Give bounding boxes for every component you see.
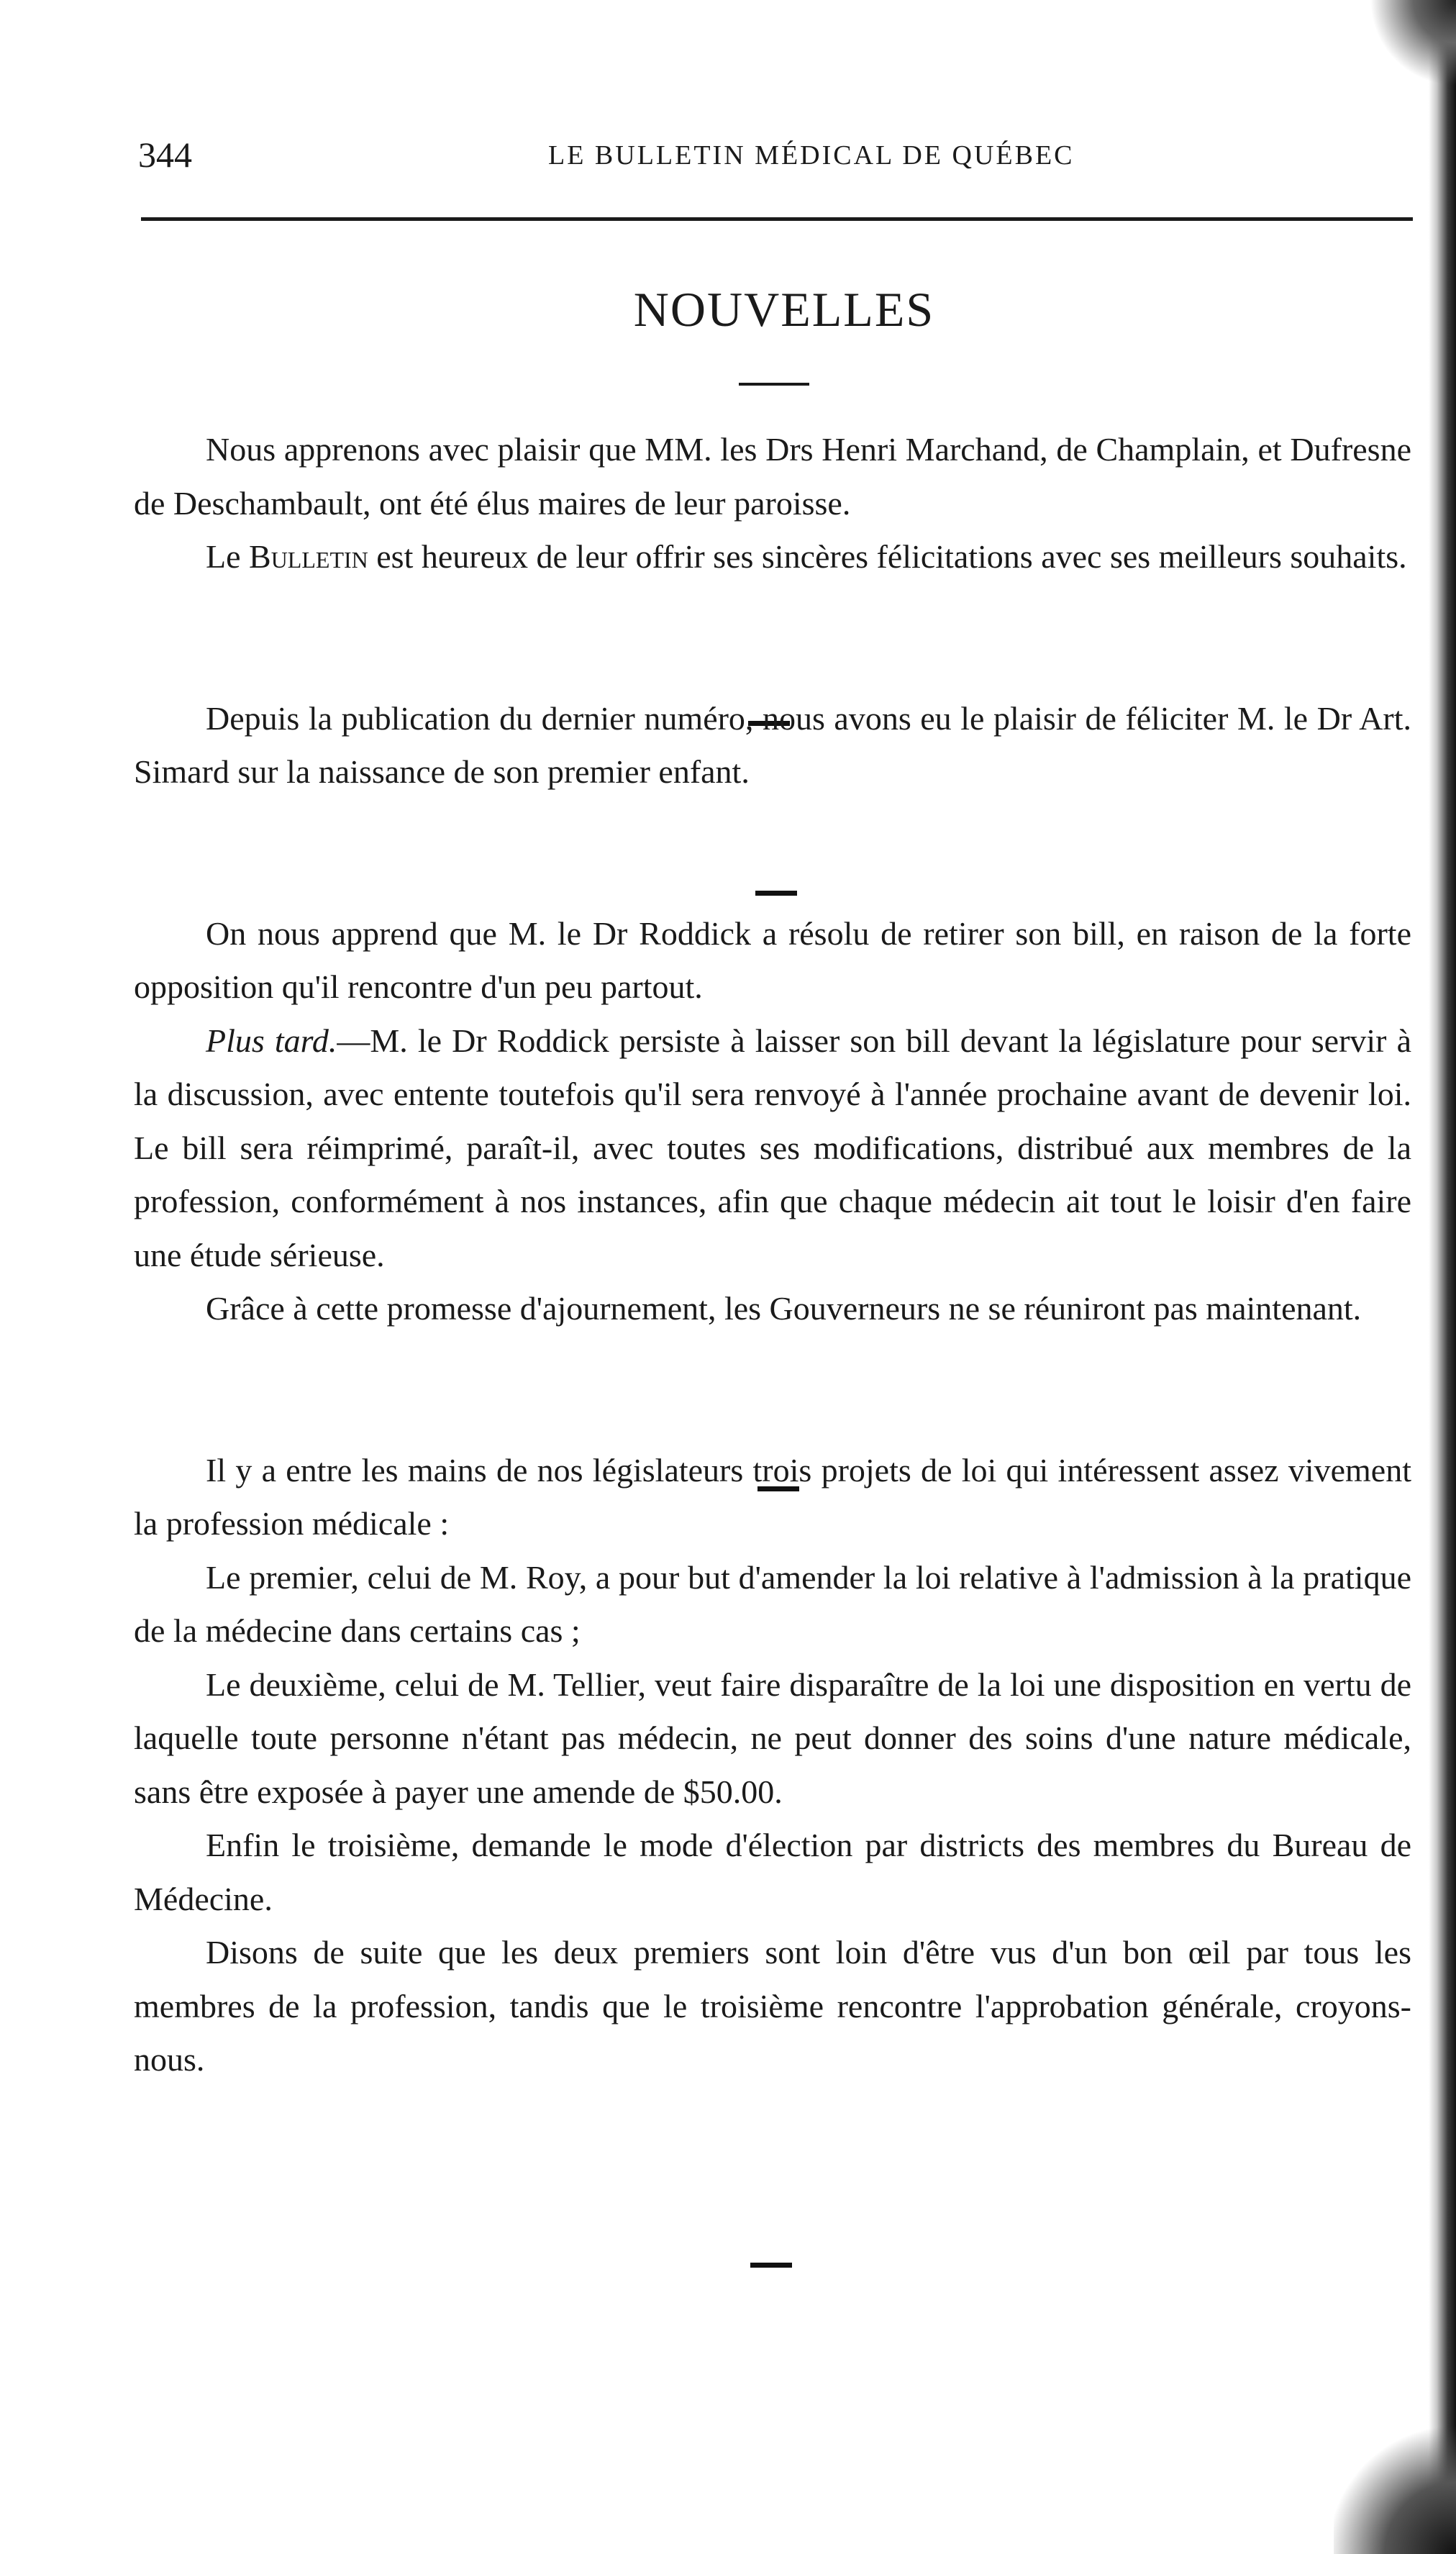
divider-gap bbox=[134, 799, 1411, 907]
paragraph bbox=[134, 1014, 1411, 1283]
title-divider bbox=[739, 383, 809, 386]
paragraph-text: est heureux de leur offrir ses sincères félicitations avec ses meilleurs souhaits. bbox=[368, 538, 1407, 575]
divider-gap bbox=[134, 584, 1411, 692]
paragraph: Le premier, celui de M. Roy, a pour but d'amender la loi relative à l'admission à la pratique de la médecine dans certains cas ; bbox=[134, 1558, 1411, 1649]
header-rule bbox=[141, 217, 1413, 221]
divider-gap bbox=[134, 1336, 1411, 1444]
page-header bbox=[138, 129, 1415, 180]
scan-corner-shadow bbox=[1334, 2425, 1456, 2554]
paragraph: Enfin le troisième, demande le mode d'élection par districts des membres du Bureau de Médecine. bbox=[134, 1827, 1411, 1917]
paragraph bbox=[134, 530, 1411, 584]
paragraph: Grâce à cette promesse d'ajournement, les Gouverneurs ne se réuniront pas maintenant. bbox=[206, 1290, 1362, 1327]
paragraph-text: Le bbox=[206, 538, 250, 575]
paragraph-text: —M. le Dr Roddick persiste à laisser son bill devant la législature pour servir à la discussion, avec entente toutefois qu'il sera renvoyé à l'année prochaine avant de devenir loi. Le bill sera réimprimé, paraît-il, avec toutes ses modifications, distribué aux membres de la profession, conformément à nos instances, afin que chaque médecin ait tout le loisir d'en faire une étude sérieuse. bbox=[134, 1022, 1411, 1273]
paragraph: On nous apprend que M. le Dr Roddick a résolu de retirer son bill, en raison de la forte opposition qu'il rencontre d'un peu partout. bbox=[134, 914, 1411, 1005]
section-divider bbox=[750, 2263, 792, 2268]
journal-name: Bulletin bbox=[249, 538, 368, 575]
paragraph: Depuis la publication du dernier numéro, nous avons eu le plaisir de féliciter M. le Dr Art. Simard sur la naissance de son premier enfant. bbox=[134, 699, 1411, 790]
scan-corner-shadow bbox=[1370, 0, 1456, 86]
running-title: LE BULLETIN MÉDICAL DE QUÉBEC bbox=[548, 140, 1075, 171]
article-body bbox=[134, 423, 1411, 2087]
section-title: NOUVELLES bbox=[633, 282, 935, 337]
paragraph: Nous apprenons avec plaisir que MM. les Drs Henri Marchand, de Champlain, et Dufresne de Deschambault, ont été élus maires de leur paroisse. bbox=[134, 431, 1411, 522]
paragraph: Le deuxième, celui de M. Tellier, veut faire disparaître de la loi une disposition en vertu de laquelle toute personne n'étant pas médecin, ne peut donner des soins d'une nature médicale, sans être exposée à payer une amende de $50.00. bbox=[134, 1665, 1411, 1810]
page-edge-shadow bbox=[1429, 0, 1456, 2554]
paragraph: Disons de suite que les deux premiers sont loin d'être vus d'un bon œil par tous les membres de la profession, tandis que le troisième rencontre l'approbation générale, croyons-nous. bbox=[134, 1934, 1411, 2078]
paragraph: Il y a entre les mains de nos législateurs trois projets de loi qui intéressent assez vivement la profession médicale : bbox=[134, 1451, 1411, 1542]
page-number: 344 bbox=[138, 135, 192, 175]
italic-lead: Plus tard. bbox=[206, 1022, 337, 1059]
